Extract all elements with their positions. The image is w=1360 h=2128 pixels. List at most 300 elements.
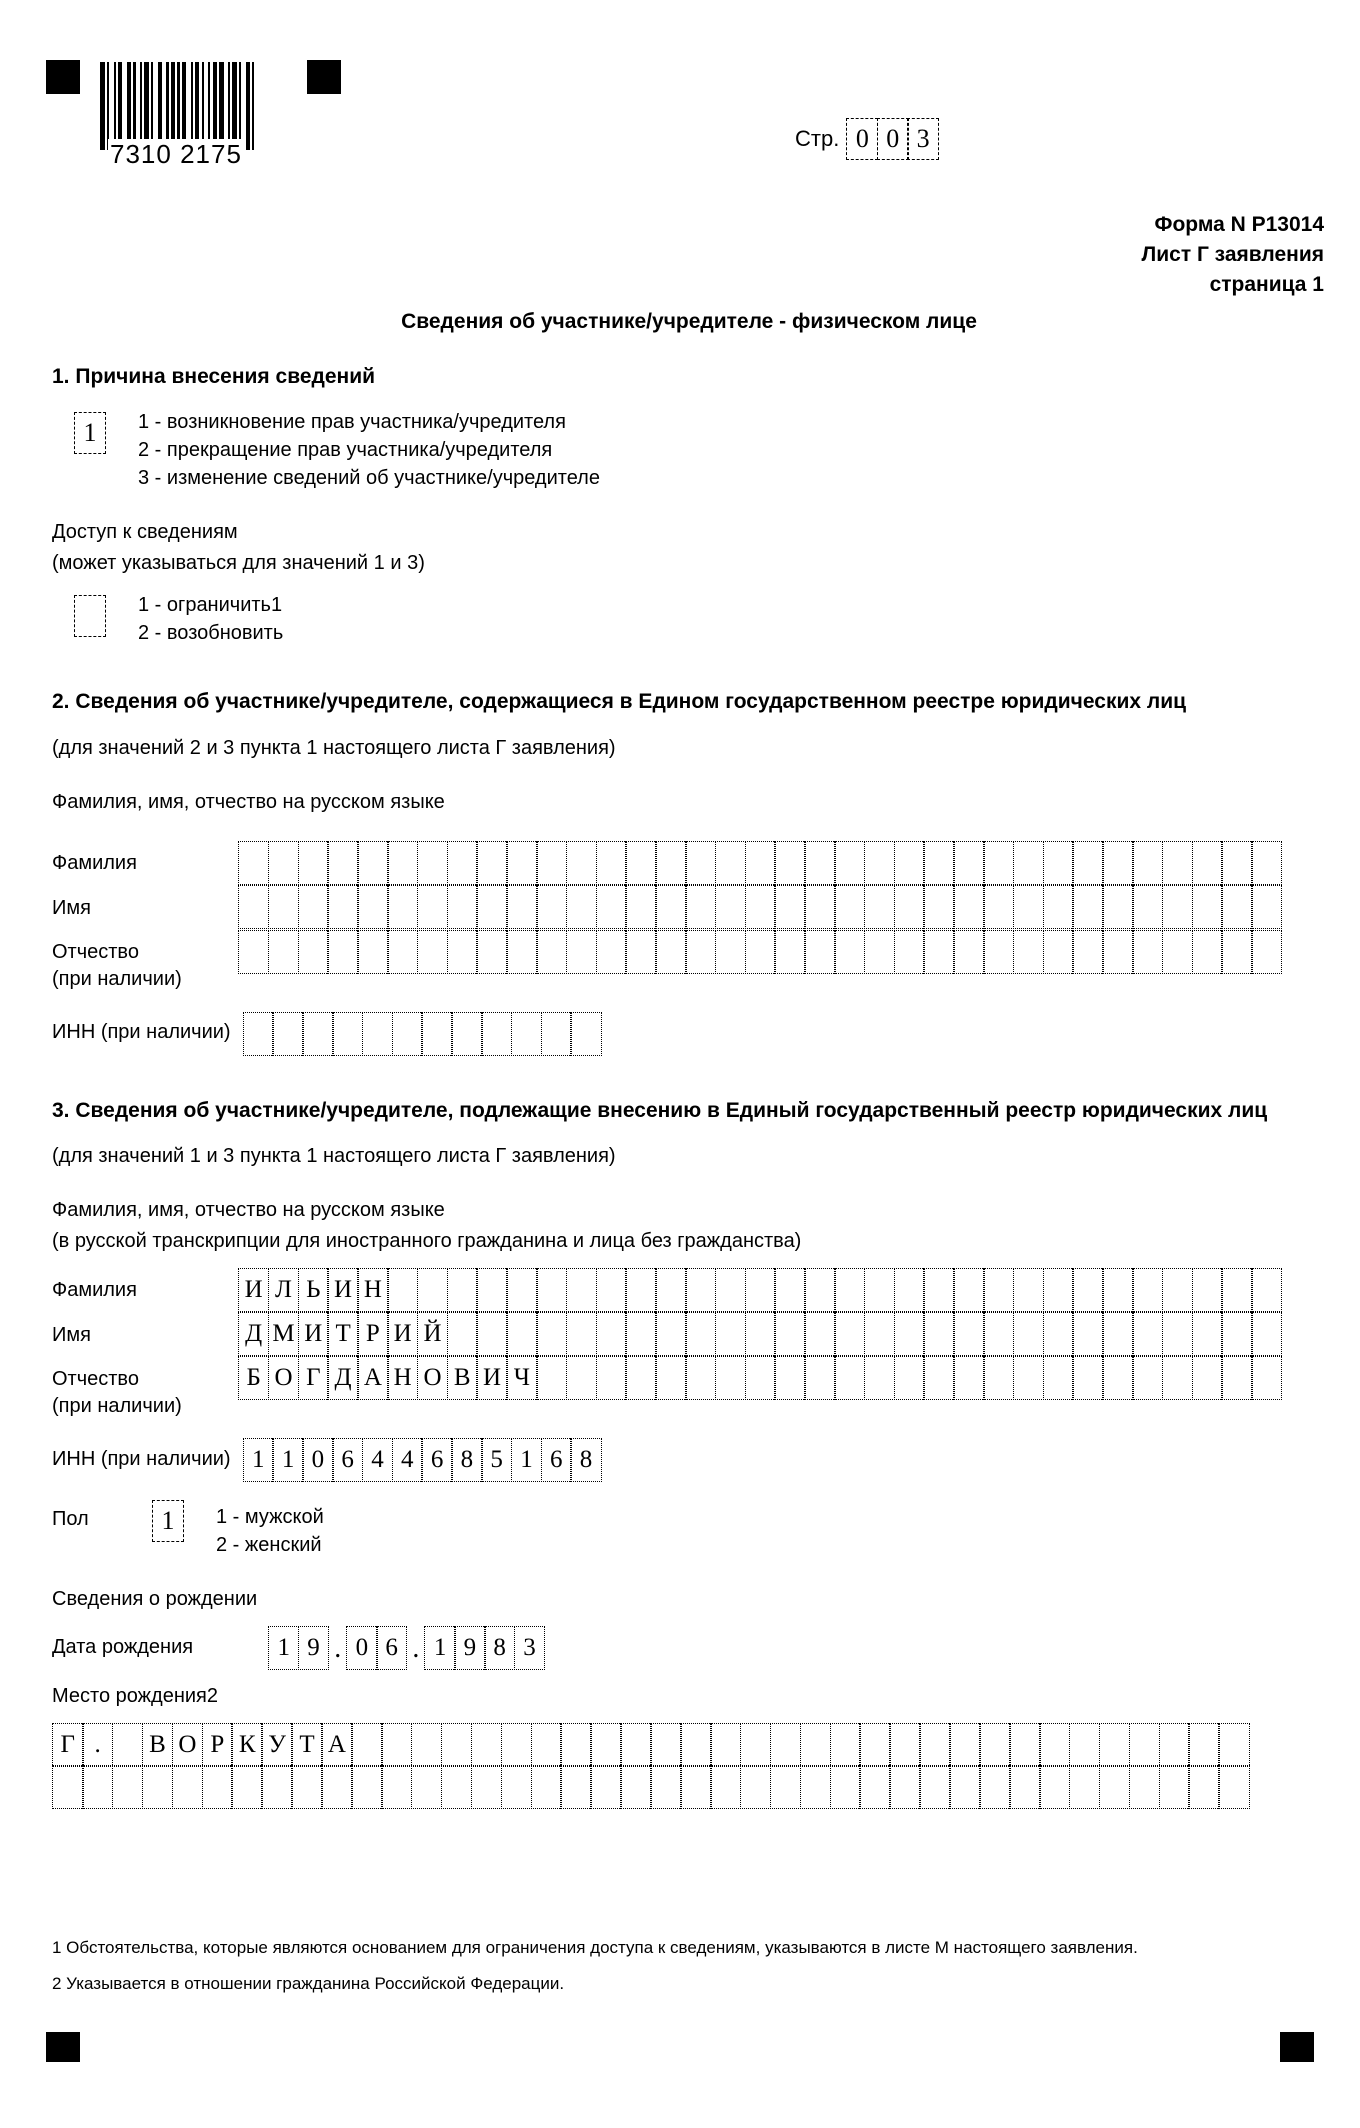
grid-cell[interactable] bbox=[680, 1723, 712, 1767]
grid-cell[interactable] bbox=[715, 885, 746, 929]
grid-cell[interactable]: Г bbox=[298, 1356, 329, 1400]
grid-cell[interactable] bbox=[441, 1765, 473, 1809]
grid-cell[interactable] bbox=[949, 1765, 981, 1809]
grid-cell[interactable] bbox=[1251, 841, 1282, 885]
section3-surname-input[interactable] bbox=[238, 1269, 1282, 1311]
grid-cell[interactable] bbox=[1132, 1312, 1163, 1356]
grid-cell[interactable] bbox=[864, 885, 895, 929]
grid-cell[interactable] bbox=[620, 1765, 652, 1809]
grid-cell[interactable] bbox=[1102, 885, 1133, 929]
grid-cell[interactable] bbox=[541, 1012, 572, 1056]
grid-cell[interactable] bbox=[1159, 1723, 1191, 1767]
grid-cell[interactable] bbox=[1132, 885, 1163, 929]
grid-cell[interactable]: И bbox=[327, 1268, 358, 1312]
grid-cell[interactable] bbox=[655, 1356, 686, 1400]
grid-cell[interactable] bbox=[983, 1356, 1014, 1400]
grid-cell[interactable] bbox=[536, 885, 567, 929]
grid-cell[interactable] bbox=[655, 841, 686, 885]
grid-cell[interactable] bbox=[238, 885, 269, 929]
grid-cell[interactable] bbox=[1069, 1723, 1101, 1767]
grid-cell[interactable] bbox=[1043, 885, 1074, 929]
grid-cell[interactable] bbox=[745, 841, 776, 885]
grid-cell[interactable]: И bbox=[387, 1312, 418, 1356]
grid-cell[interactable] bbox=[476, 1268, 507, 1312]
grid-cell[interactable] bbox=[1132, 1268, 1163, 1312]
grid-cell[interactable] bbox=[834, 1312, 865, 1356]
grid-cell[interactable] bbox=[685, 1356, 716, 1400]
grid-cell[interactable] bbox=[231, 1765, 263, 1809]
grid-cell[interactable] bbox=[1162, 930, 1193, 974]
grid-cell[interactable]: В bbox=[142, 1723, 174, 1767]
birth-place-line-1[interactable] bbox=[52, 1725, 1326, 1767]
grid-cell[interactable] bbox=[447, 885, 478, 929]
grid-cell[interactable] bbox=[864, 1356, 895, 1400]
grid-cell[interactable] bbox=[923, 841, 954, 885]
grid-cell[interactable] bbox=[327, 930, 358, 974]
grid-cell[interactable] bbox=[447, 1312, 478, 1356]
grid-cell[interactable]: 8 bbox=[570, 1438, 601, 1482]
grid-cell[interactable] bbox=[381, 1765, 413, 1809]
grid-cell[interactable] bbox=[979, 1765, 1011, 1809]
grid-cell[interactable] bbox=[655, 930, 686, 974]
grid-cell[interactable] bbox=[953, 1268, 984, 1312]
grid-cell[interactable] bbox=[1221, 1312, 1252, 1356]
grid-cell[interactable] bbox=[834, 841, 865, 885]
grid-cell[interactable] bbox=[1132, 930, 1163, 974]
grid-cell[interactable] bbox=[1162, 1312, 1193, 1356]
grid-cell[interactable] bbox=[953, 1312, 984, 1356]
grid-cell[interactable] bbox=[447, 1268, 478, 1312]
grid-cell[interactable] bbox=[655, 1268, 686, 1312]
grid-cell[interactable]: 8 bbox=[484, 1626, 515, 1670]
grid-cell[interactable] bbox=[834, 1356, 865, 1400]
grid-cell[interactable] bbox=[894, 1312, 925, 1356]
grid-cell[interactable] bbox=[1009, 1765, 1041, 1809]
grid-cell[interactable] bbox=[476, 1312, 507, 1356]
grid-cell[interactable] bbox=[1159, 1765, 1191, 1809]
section1-reason-input[interactable]: 1 bbox=[74, 412, 106, 454]
grid-cell[interactable]: 8 bbox=[451, 1438, 482, 1482]
grid-cell[interactable] bbox=[625, 1356, 656, 1400]
grid-cell[interactable] bbox=[834, 1268, 865, 1312]
grid-cell[interactable] bbox=[566, 930, 597, 974]
grid-cell[interactable] bbox=[1221, 1356, 1252, 1400]
grid-cell[interactable] bbox=[381, 1723, 413, 1767]
grid-cell[interactable] bbox=[417, 930, 448, 974]
grid-cell[interactable] bbox=[560, 1765, 592, 1809]
grid-cell[interactable] bbox=[243, 1012, 274, 1056]
grid-cell[interactable] bbox=[357, 841, 388, 885]
grid-cell[interactable] bbox=[745, 1356, 776, 1400]
grid-cell[interactable]: 1 bbox=[268, 1626, 299, 1670]
grid-cell[interactable]: 0 bbox=[302, 1438, 333, 1482]
grid-cell[interactable] bbox=[864, 841, 895, 885]
grid-cell[interactable] bbox=[501, 1765, 533, 1809]
grid-cell[interactable] bbox=[889, 1765, 921, 1809]
section3-gender-input[interactable]: 1 bbox=[152, 1500, 184, 1542]
grid-cell[interactable] bbox=[953, 1356, 984, 1400]
grid-cell[interactable] bbox=[923, 1268, 954, 1312]
grid-cell[interactable]: Л bbox=[268, 1268, 299, 1312]
grid-cell[interactable] bbox=[774, 1312, 805, 1356]
grid-cell[interactable] bbox=[387, 930, 418, 974]
grid-cell[interactable] bbox=[983, 885, 1014, 929]
grid-cell[interactable] bbox=[923, 1356, 954, 1400]
grid-cell[interactable]: 1 bbox=[272, 1438, 303, 1482]
grid-cell[interactable]: 5 bbox=[481, 1438, 512, 1482]
grid-cell[interactable] bbox=[590, 1723, 622, 1767]
grid-cell[interactable]: А bbox=[357, 1356, 388, 1400]
grid-cell[interactable] bbox=[560, 1723, 592, 1767]
grid-cell[interactable]: 9 bbox=[298, 1626, 329, 1670]
grid-cell[interactable] bbox=[387, 841, 418, 885]
grid-cell[interactable]: Д bbox=[238, 1312, 269, 1356]
grid-cell[interactable] bbox=[1069, 1765, 1101, 1809]
grid-cell[interactable] bbox=[745, 1312, 776, 1356]
grid-cell[interactable] bbox=[800, 1723, 832, 1767]
grid-cell[interactable] bbox=[566, 841, 597, 885]
grid-cell[interactable] bbox=[1218, 1723, 1250, 1767]
grid-cell[interactable] bbox=[1102, 1268, 1133, 1312]
birth-month-cells[interactable] bbox=[346, 1628, 407, 1670]
grid-cell[interactable] bbox=[923, 930, 954, 974]
grid-cell[interactable] bbox=[1099, 1765, 1131, 1809]
grid-cell[interactable] bbox=[298, 885, 329, 929]
grid-cell[interactable] bbox=[625, 930, 656, 974]
grid-cell[interactable] bbox=[1072, 1268, 1103, 1312]
grid-cell[interactable] bbox=[685, 1268, 716, 1312]
grid-cell[interactable] bbox=[268, 841, 299, 885]
grid-cell[interactable] bbox=[953, 841, 984, 885]
grid-cell[interactable] bbox=[740, 1765, 772, 1809]
grid-cell[interactable] bbox=[715, 841, 746, 885]
grid-cell[interactable] bbox=[715, 930, 746, 974]
grid-cell[interactable] bbox=[804, 1312, 835, 1356]
grid-cell[interactable] bbox=[800, 1765, 832, 1809]
grid-cell[interactable]: О bbox=[172, 1723, 204, 1767]
grid-cell[interactable] bbox=[625, 1312, 656, 1356]
grid-cell[interactable] bbox=[392, 1012, 423, 1056]
grid-cell[interactable] bbox=[476, 930, 507, 974]
grid-cell[interactable] bbox=[421, 1012, 452, 1056]
grid-cell[interactable] bbox=[327, 885, 358, 929]
grid-cell[interactable] bbox=[1162, 1356, 1193, 1400]
grid-cell[interactable] bbox=[685, 885, 716, 929]
section3-birth-date-input[interactable] bbox=[268, 1628, 545, 1670]
grid-cell[interactable]: И bbox=[476, 1356, 507, 1400]
grid-cell[interactable] bbox=[625, 841, 656, 885]
grid-cell[interactable] bbox=[1039, 1723, 1071, 1767]
grid-cell[interactable] bbox=[506, 841, 537, 885]
grid-cell[interactable] bbox=[52, 1765, 84, 1809]
grid-cell[interactable]: Т bbox=[327, 1312, 358, 1356]
grid-cell[interactable] bbox=[1013, 885, 1044, 929]
grid-cell[interactable] bbox=[745, 930, 776, 974]
grid-cell[interactable] bbox=[830, 1765, 862, 1809]
grid-cell[interactable] bbox=[1072, 1312, 1103, 1356]
grid-cell[interactable]: 3 bbox=[514, 1626, 545, 1670]
grid-cell[interactable] bbox=[531, 1723, 563, 1767]
grid-cell[interactable] bbox=[506, 1312, 537, 1356]
grid-cell[interactable] bbox=[1221, 930, 1252, 974]
section3-inn-input[interactable] bbox=[243, 1440, 602, 1482]
grid-cell[interactable] bbox=[471, 1765, 503, 1809]
grid-cell[interactable]: 9 bbox=[454, 1626, 485, 1670]
grid-cell[interactable] bbox=[291, 1765, 323, 1809]
grid-cell[interactable] bbox=[894, 1356, 925, 1400]
grid-cell[interactable] bbox=[417, 885, 448, 929]
grid-cell[interactable] bbox=[536, 1312, 567, 1356]
grid-cell[interactable] bbox=[1251, 1312, 1282, 1356]
grid-cell[interactable] bbox=[476, 885, 507, 929]
grid-cell[interactable] bbox=[774, 841, 805, 885]
grid-cell[interactable] bbox=[983, 841, 1014, 885]
grid-cell[interactable]: 0 bbox=[346, 1626, 377, 1670]
grid-cell[interactable] bbox=[1072, 885, 1103, 929]
grid-cell[interactable] bbox=[1043, 930, 1074, 974]
grid-cell[interactable] bbox=[357, 885, 388, 929]
grid-cell[interactable] bbox=[1221, 1268, 1252, 1312]
grid-cell[interactable] bbox=[321, 1765, 353, 1809]
grid-cell[interactable] bbox=[302, 1012, 333, 1056]
grid-cell[interactable] bbox=[536, 841, 567, 885]
grid-cell[interactable]: К bbox=[231, 1723, 263, 1767]
grid-cell[interactable] bbox=[894, 930, 925, 974]
grid-cell[interactable] bbox=[1013, 841, 1044, 885]
grid-cell[interactable] bbox=[1013, 1268, 1044, 1312]
grid-cell[interactable] bbox=[979, 1723, 1011, 1767]
grid-cell[interactable]: Ч bbox=[506, 1356, 537, 1400]
grid-cell[interactable] bbox=[471, 1723, 503, 1767]
grid-cell[interactable] bbox=[238, 930, 269, 974]
grid-cell[interactable] bbox=[411, 1765, 443, 1809]
grid-cell[interactable] bbox=[774, 885, 805, 929]
grid-cell[interactable] bbox=[596, 841, 627, 885]
grid-cell[interactable]: 6 bbox=[376, 1626, 407, 1670]
grid-cell[interactable] bbox=[596, 930, 627, 974]
grid-cell[interactable] bbox=[983, 1312, 1014, 1356]
grid-cell[interactable] bbox=[650, 1765, 682, 1809]
grid-cell[interactable] bbox=[949, 1723, 981, 1767]
grid-cell[interactable] bbox=[1251, 1356, 1282, 1400]
section3-firstname-input[interactable] bbox=[238, 1314, 1282, 1356]
grid-cell[interactable] bbox=[172, 1765, 204, 1809]
grid-cell[interactable] bbox=[983, 930, 1014, 974]
grid-cell[interactable] bbox=[1043, 1356, 1074, 1400]
grid-cell[interactable] bbox=[142, 1765, 174, 1809]
grid-cell[interactable] bbox=[82, 1765, 114, 1809]
grid-cell[interactable]: 4 bbox=[392, 1438, 423, 1482]
grid-cell[interactable] bbox=[536, 1356, 567, 1400]
grid-cell[interactable] bbox=[953, 930, 984, 974]
grid-cell[interactable] bbox=[1102, 1356, 1133, 1400]
grid-cell[interactable] bbox=[680, 1765, 712, 1809]
grid-cell[interactable]: 1 bbox=[511, 1438, 542, 1482]
grid-cell[interactable]: 6 bbox=[421, 1438, 452, 1482]
grid-cell[interactable] bbox=[859, 1723, 891, 1767]
grid-cell[interactable] bbox=[447, 841, 478, 885]
grid-cell[interactable] bbox=[650, 1723, 682, 1767]
grid-cell[interactable] bbox=[1251, 930, 1282, 974]
grid-cell[interactable] bbox=[1221, 885, 1252, 929]
grid-cell[interactable] bbox=[1039, 1765, 1071, 1809]
grid-cell[interactable] bbox=[919, 1723, 951, 1767]
grid-cell[interactable] bbox=[625, 885, 656, 929]
grid-cell[interactable] bbox=[804, 885, 835, 929]
grid-cell[interactable] bbox=[620, 1723, 652, 1767]
grid-cell[interactable] bbox=[830, 1723, 862, 1767]
grid-cell[interactable] bbox=[983, 1268, 1014, 1312]
grid-cell[interactable] bbox=[625, 1268, 656, 1312]
grid-cell[interactable] bbox=[1129, 1723, 1161, 1767]
grid-cell[interactable]: О bbox=[268, 1356, 299, 1400]
grid-cell[interactable] bbox=[889, 1723, 921, 1767]
grid-cell[interactable] bbox=[1221, 841, 1252, 885]
section2-firstname-input[interactable] bbox=[238, 887, 1282, 929]
grid-cell[interactable] bbox=[351, 1765, 383, 1809]
grid-cell[interactable] bbox=[596, 1356, 627, 1400]
grid-cell[interactable] bbox=[268, 885, 299, 929]
grid-cell[interactable] bbox=[506, 930, 537, 974]
grid-cell[interactable] bbox=[1102, 930, 1133, 974]
grid-cell[interactable]: Р bbox=[357, 1312, 388, 1356]
grid-cell[interactable] bbox=[1013, 1356, 1044, 1400]
grid-cell[interactable] bbox=[261, 1765, 293, 1809]
grid-cell[interactable]: 6 bbox=[332, 1438, 363, 1482]
grid-cell[interactable] bbox=[1072, 930, 1103, 974]
grid-cell[interactable] bbox=[1192, 885, 1223, 929]
grid-cell[interactable] bbox=[596, 885, 627, 929]
grid-cell[interactable] bbox=[387, 885, 418, 929]
grid-cell[interactable]: 1 bbox=[424, 1626, 455, 1670]
grid-cell[interactable] bbox=[804, 1356, 835, 1400]
grid-cell[interactable]: М bbox=[268, 1312, 299, 1356]
grid-cell[interactable] bbox=[685, 930, 716, 974]
grid-cell[interactable] bbox=[745, 885, 776, 929]
grid-cell[interactable] bbox=[953, 885, 984, 929]
grid-cell[interactable] bbox=[770, 1765, 802, 1809]
grid-cell[interactable] bbox=[1132, 1356, 1163, 1400]
grid-cell[interactable] bbox=[1132, 841, 1163, 885]
grid-cell[interactable]: О bbox=[417, 1356, 448, 1400]
grid-cell[interactable] bbox=[864, 930, 895, 974]
birth-place-line-2[interactable] bbox=[52, 1767, 1326, 1809]
grid-cell[interactable] bbox=[1192, 1268, 1223, 1312]
section2-inn-input[interactable] bbox=[243, 1013, 602, 1055]
grid-cell[interactable] bbox=[804, 930, 835, 974]
grid-cell[interactable] bbox=[112, 1765, 144, 1809]
section2-patronymic-input[interactable] bbox=[238, 931, 1282, 973]
grid-cell[interactable] bbox=[919, 1765, 951, 1809]
grid-cell[interactable] bbox=[1072, 1356, 1103, 1400]
grid-cell[interactable]: И bbox=[238, 1268, 269, 1312]
grid-cell[interactable] bbox=[590, 1765, 622, 1809]
grid-cell[interactable]: В bbox=[447, 1356, 478, 1400]
grid-cell[interactable] bbox=[506, 1268, 537, 1312]
grid-cell[interactable] bbox=[710, 1723, 742, 1767]
grid-cell[interactable] bbox=[570, 1012, 601, 1056]
grid-cell[interactable] bbox=[859, 1765, 891, 1809]
grid-cell[interactable] bbox=[923, 885, 954, 929]
grid-cell[interactable] bbox=[774, 1268, 805, 1312]
grid-cell[interactable]: Н bbox=[357, 1268, 388, 1312]
section3-patronymic-input[interactable] bbox=[238, 1358, 1282, 1400]
grid-cell[interactable] bbox=[1099, 1723, 1131, 1767]
grid-cell[interactable] bbox=[298, 930, 329, 974]
grid-cell[interactable] bbox=[894, 1268, 925, 1312]
grid-cell[interactable] bbox=[417, 841, 448, 885]
section2-surname-input[interactable] bbox=[238, 842, 1282, 884]
grid-cell[interactable]: И bbox=[298, 1312, 329, 1356]
grid-cell[interactable] bbox=[1218, 1765, 1250, 1809]
grid-cell[interactable] bbox=[202, 1765, 234, 1809]
grid-cell[interactable]: . bbox=[82, 1723, 114, 1767]
grid-cell[interactable] bbox=[715, 1356, 746, 1400]
grid-cell[interactable]: У bbox=[261, 1723, 293, 1767]
grid-cell[interactable]: 1 bbox=[243, 1438, 274, 1482]
grid-cell[interactable] bbox=[685, 841, 716, 885]
grid-cell[interactable] bbox=[715, 1268, 746, 1312]
grid-cell[interactable] bbox=[476, 841, 507, 885]
grid-cell[interactable] bbox=[566, 1356, 597, 1400]
grid-cell[interactable] bbox=[804, 1268, 835, 1312]
grid-cell[interactable]: Д bbox=[327, 1356, 358, 1400]
grid-cell[interactable] bbox=[451, 1012, 482, 1056]
grid-cell[interactable] bbox=[1043, 1268, 1074, 1312]
grid-cell[interactable]: Б bbox=[238, 1356, 269, 1400]
grid-cell[interactable]: Р bbox=[202, 1723, 234, 1767]
grid-cell[interactable] bbox=[1102, 841, 1133, 885]
grid-cell[interactable]: 6 bbox=[541, 1438, 572, 1482]
grid-cell[interactable]: Г bbox=[52, 1723, 84, 1767]
grid-cell[interactable] bbox=[1043, 1312, 1074, 1356]
birth-year-cells[interactable] bbox=[424, 1628, 545, 1670]
grid-cell[interactable] bbox=[411, 1723, 443, 1767]
grid-cell[interactable] bbox=[566, 1312, 597, 1356]
grid-cell[interactable] bbox=[566, 885, 597, 929]
grid-cell[interactable] bbox=[417, 1268, 448, 1312]
grid-cell[interactable] bbox=[481, 1012, 512, 1056]
grid-cell[interactable] bbox=[506, 885, 537, 929]
grid-cell[interactable] bbox=[327, 841, 358, 885]
grid-cell[interactable] bbox=[441, 1723, 473, 1767]
grid-cell[interactable] bbox=[774, 930, 805, 974]
grid-cell[interactable]: Ь bbox=[298, 1268, 329, 1312]
grid-cell[interactable] bbox=[834, 885, 865, 929]
grid-cell[interactable] bbox=[715, 1312, 746, 1356]
grid-cell[interactable] bbox=[332, 1012, 363, 1056]
grid-cell[interactable] bbox=[923, 1312, 954, 1356]
grid-cell[interactable] bbox=[268, 930, 299, 974]
grid-cell[interactable] bbox=[1192, 1356, 1223, 1400]
grid-cell[interactable] bbox=[740, 1723, 772, 1767]
grid-cell[interactable] bbox=[1162, 885, 1193, 929]
grid-cell[interactable] bbox=[894, 885, 925, 929]
grid-cell[interactable] bbox=[1162, 841, 1193, 885]
grid-cell[interactable] bbox=[1102, 1312, 1133, 1356]
grid-cell[interactable] bbox=[357, 930, 388, 974]
grid-cell[interactable] bbox=[596, 1312, 627, 1356]
grid-cell[interactable] bbox=[1072, 841, 1103, 885]
grid-cell[interactable] bbox=[1162, 1268, 1193, 1312]
grid-cell[interactable] bbox=[351, 1723, 383, 1767]
access-input[interactable] bbox=[74, 595, 106, 637]
grid-cell[interactable] bbox=[447, 930, 478, 974]
grid-cell[interactable] bbox=[1251, 1268, 1282, 1312]
grid-cell[interactable]: Й bbox=[417, 1312, 448, 1356]
grid-cell[interactable] bbox=[1192, 841, 1223, 885]
grid-cell[interactable] bbox=[272, 1012, 303, 1056]
